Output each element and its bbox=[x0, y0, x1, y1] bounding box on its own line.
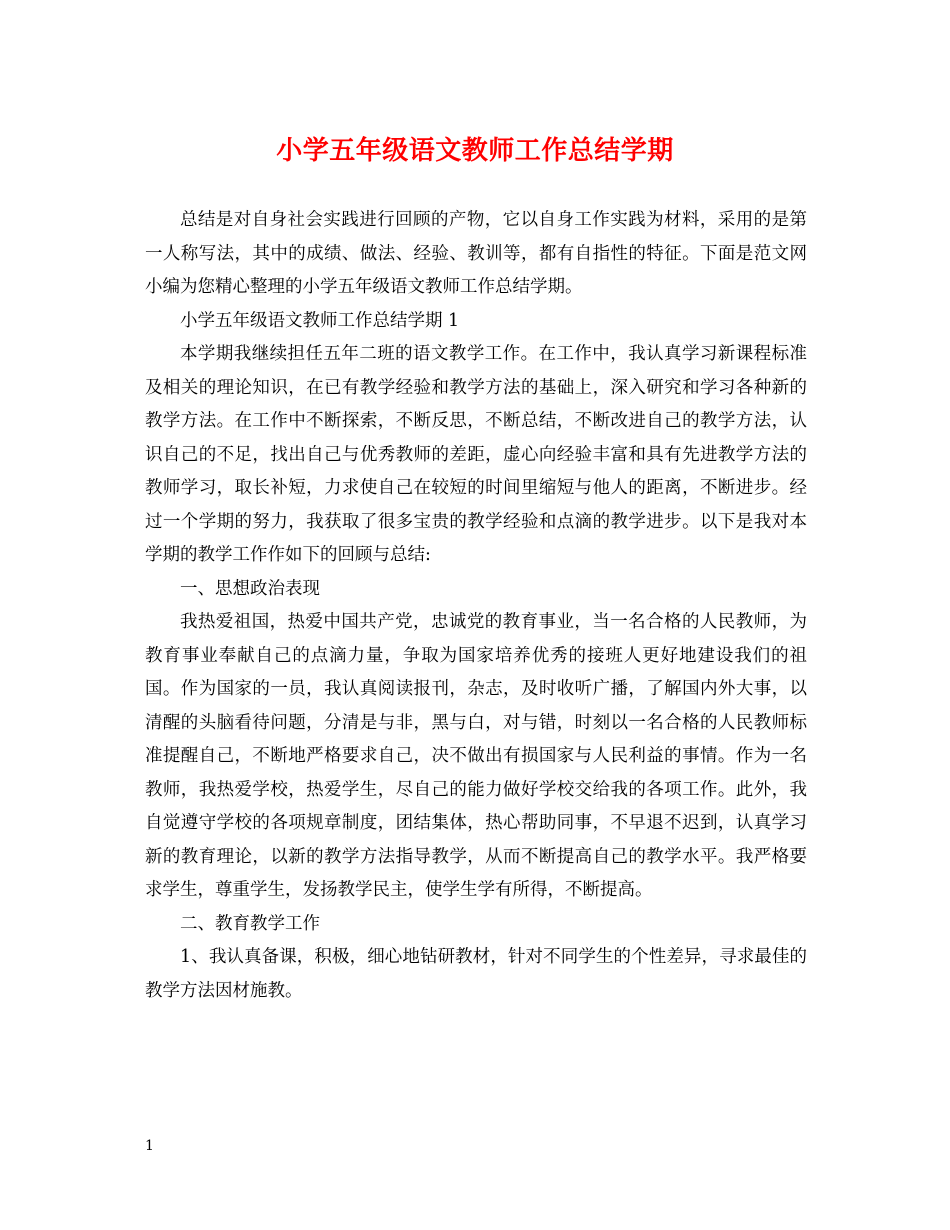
paragraph-teaching-1: 1、我认真备课，积极，细心地钻研教材，针对不同学生的个性差异，寻求最佳的教学方法因材施教。 bbox=[145, 947, 807, 1001]
paragraph-political: 我热爱祖国，热爱中国共产党，忠诚党的教育事业，当一名合格的人民教师，为教育事业奉献自己的点滴力量，争取为国家培养优秀的接班人更好地建设我们的祖国。作为国家的一员，我认真阅读报刊，杂志，及时收听广播，了解国内外大事，以清醒的头脑看待问题，分清是与非，黑与白，对与错，时刻以一名合格的人民教师标准提醒自己，不断地严格要求自己，决不做出有损国家与人民利益的事情。作为一名教师，我热爱学校，热爱学生，尽自己的能力做好学校交给我的各项工作。此外，我自觉遵守学校的各项规章制度，团结集体，热心帮助同事，不早退不迟到，认真学习新的教育理论，以新的教学方法指导教学，从而不断提高自己的教学水平。我严格要求学生，尊重学生，发扬教学民主，使学生学有所得，不断提高。 bbox=[145, 612, 807, 900]
section-heading-1: 小学五年级语文教师工作总结学期 1 bbox=[180, 310, 460, 331]
document-body bbox=[145, 204, 807, 1008]
paragraph-intro: 总结是对自身社会实践进行回顾的产物，它以自身工作实践为材料，采用的是第一人称写法，其中的成绩、做法、经验、教训等，都有自指性的特征。下面是范文网小编为您精心整理的小学五年级语文教师工作总结学期。 bbox=[145, 210, 807, 297]
section-heading-political: 一、思想政治表现 bbox=[180, 578, 320, 599]
section-heading-teaching: 二、教育教学工作 bbox=[180, 913, 320, 934]
document-title: 小学五年级语文教师工作总结学期 bbox=[276, 136, 674, 166]
page-number: 1 bbox=[145, 1138, 154, 1154]
paragraph-overview: 本学期我继续担任五年二班的语文教学工作。在工作中，我认真学习新课程标准及相关的理论知识，在已有教学经验和教学方法的基础上，深入研究和学习各种新的教学方法。在工作中不断探索，不断反思，不断总结，不断改进自己的教学方法，认识自己的不足，找出自己与优秀教师的差距，虚心向经验丰富和具有先进教学方法的教师学习，取长补短，力求使自己在较短的时间里缩短与他人的距离，不断进步。经过一个学期的努力，我获取了很多宝贵的教学经验和点滴的教学进步。以下是我对本学期的教学工作作如下的回顾与总结: bbox=[145, 344, 807, 565]
